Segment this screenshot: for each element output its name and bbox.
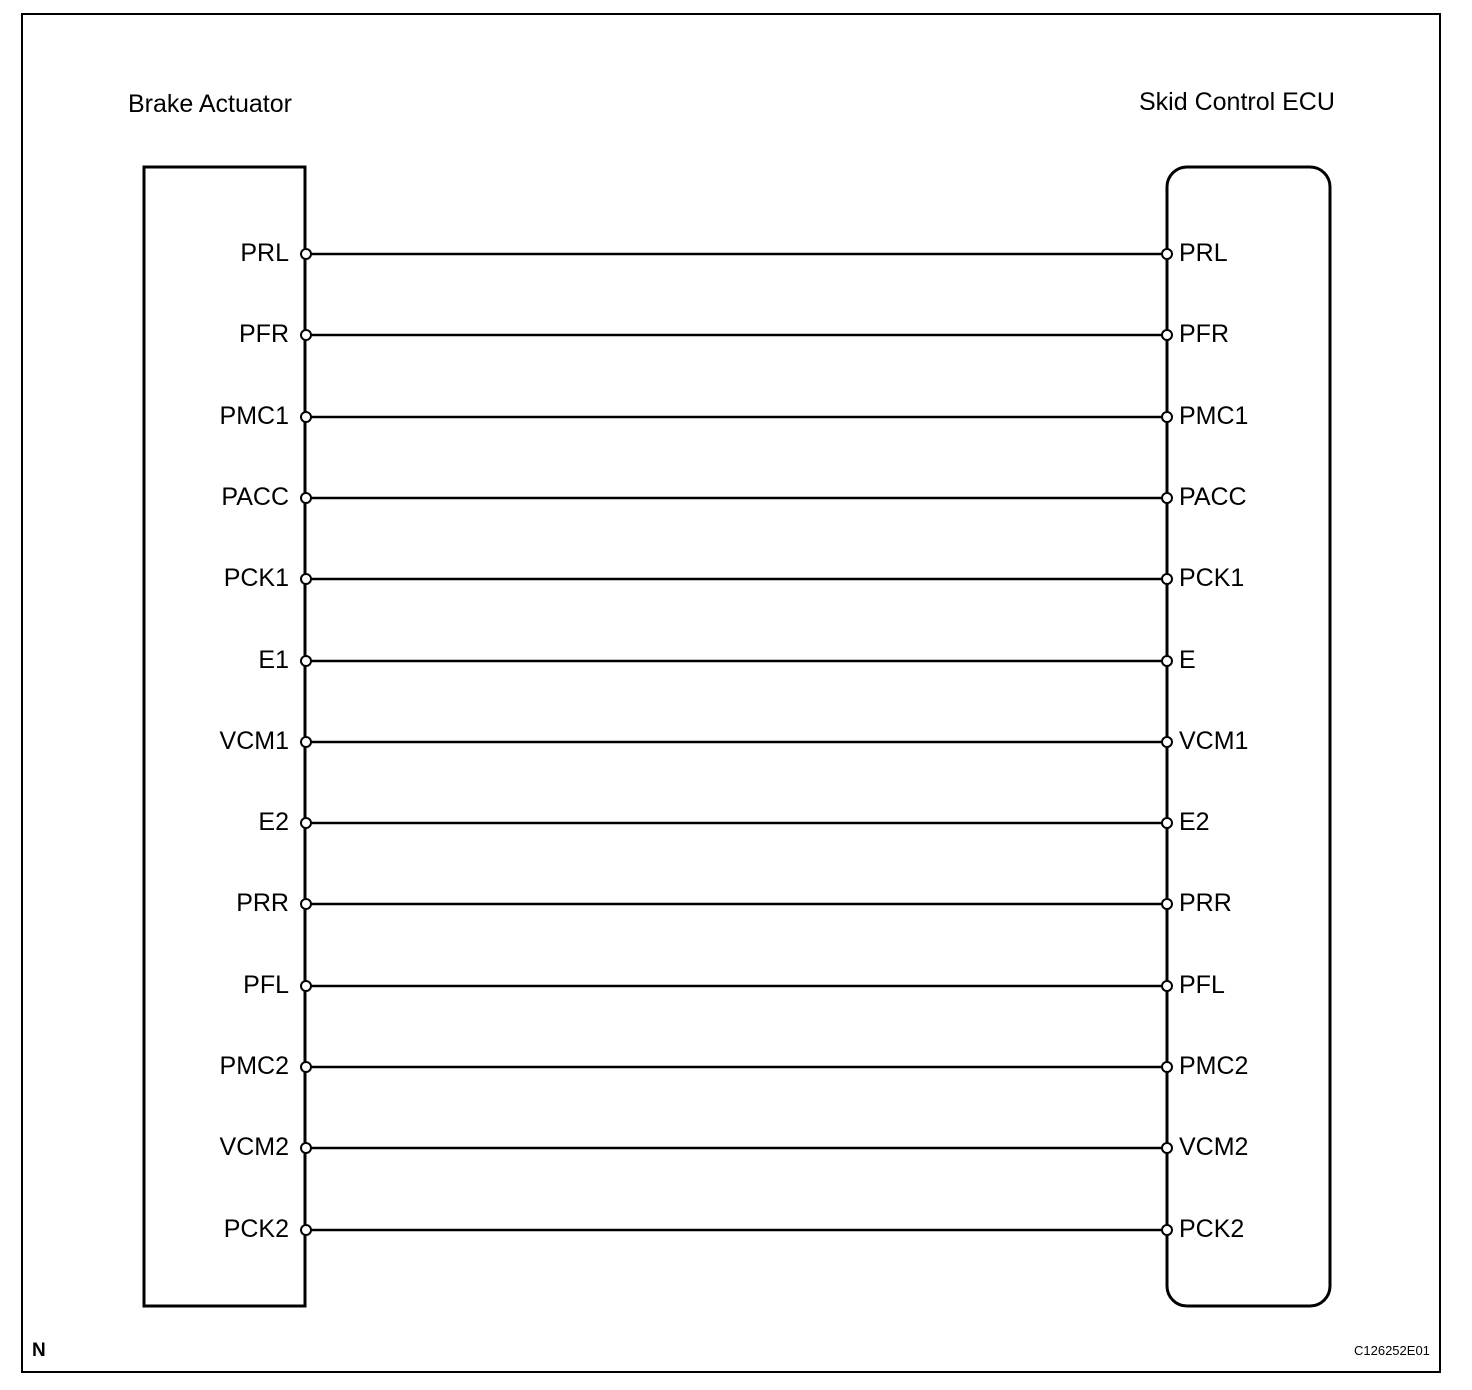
ecu-terminal-vcm1 <box>1162 737 1172 747</box>
actuator-pin-label: PCK2 <box>223 1215 289 1243</box>
actuator-pin-label: PRR <box>236 889 289 917</box>
actuator-terminal-pck2 <box>301 1225 311 1235</box>
ecu-pin-label: PACC <box>1179 483 1247 511</box>
ecu-terminal-e2 <box>1162 818 1172 828</box>
ecu-terminal-pck2 <box>1162 1225 1172 1235</box>
figure-code: C126252E01 <box>1354 1343 1430 1358</box>
actuator-terminal-pfl <box>301 981 311 991</box>
actuator-terminal-vcm2 <box>301 1143 311 1153</box>
actuator-pin-label: PMC1 <box>219 402 289 430</box>
actuator-terminal-pmc1 <box>301 412 311 422</box>
ecu-terminal-pfl <box>1162 981 1172 991</box>
actuator-pin-label: PMC2 <box>219 1052 289 1080</box>
actuator-terminal-prl <box>301 249 311 259</box>
actuator-terminal-prr <box>301 899 311 909</box>
actuator-pin-label: VCM1 <box>219 727 289 755</box>
actuator-pin-label: E2 <box>258 808 289 836</box>
ecu-terminal-pmc1 <box>1162 412 1172 422</box>
ecu-terminal-pacc <box>1162 493 1172 503</box>
section-marker: N <box>32 1340 46 1361</box>
actuator-terminal-pmc2 <box>301 1062 311 1072</box>
brake-actuator-title: Brake Actuator <box>128 90 292 118</box>
ecu-pin-label: PMC1 <box>1179 402 1249 430</box>
wire-group <box>301 249 1172 1235</box>
actuator-terminal-e2 <box>301 818 311 828</box>
skid-control-ecu-title: Skid Control ECU <box>1139 88 1335 116</box>
ecu-pin-label: PFL <box>1179 971 1225 999</box>
actuator-terminal-vcm1 <box>301 737 311 747</box>
ecu-terminal-vcm2 <box>1162 1143 1172 1153</box>
ecu-pin-label: PFR <box>1179 320 1229 348</box>
actuator-terminal-pfr <box>301 330 311 340</box>
ecu-pin-label: PCK2 <box>1179 1215 1245 1243</box>
ecu-pin-label: VCM1 <box>1179 727 1249 755</box>
actuator-pin-label: PFR <box>239 320 289 348</box>
ecu-pin-label: E2 <box>1179 808 1210 836</box>
ecu-pin-label: PMC2 <box>1179 1052 1249 1080</box>
actuator-pin-label: VCM2 <box>219 1133 289 1161</box>
ecu-pin-label: PRR <box>1179 889 1232 917</box>
actuator-pin-label: PRL <box>240 239 289 267</box>
ecu-terminal-pck1 <box>1162 574 1172 584</box>
ecu-pin-label: PCK1 <box>1179 564 1245 592</box>
ecu-terminal-prl <box>1162 249 1172 259</box>
actuator-pin-label: PCK1 <box>223 564 289 592</box>
ecu-terminal-e <box>1162 656 1172 666</box>
ecu-terminal-pfr <box>1162 330 1172 340</box>
actuator-terminal-pacc <box>301 493 311 503</box>
actuator-pin-label: E1 <box>258 646 289 674</box>
actuator-pin-label: PFL <box>243 971 289 999</box>
actuator-terminal-e1 <box>301 656 311 666</box>
ecu-terminal-prr <box>1162 899 1172 909</box>
actuator-pin-label: PACC <box>221 483 289 511</box>
ecu-terminal-pmc2 <box>1162 1062 1172 1072</box>
ecu-pin-label: VCM2 <box>1179 1133 1249 1161</box>
ecu-pin-label: PRL <box>1179 239 1228 267</box>
ecu-pin-label: E <box>1179 646 1196 674</box>
actuator-terminal-pck1 <box>301 574 311 584</box>
